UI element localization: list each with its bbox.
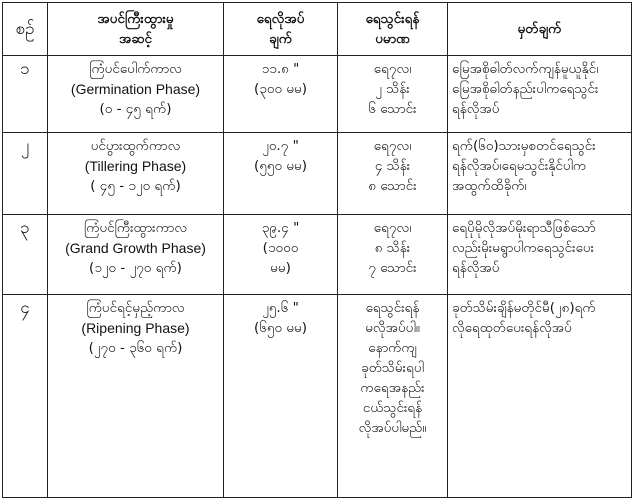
phase-cell: ကြံပင်ကြီးထွားကာလ (Grand Growth Phase) (၁၂၀ - ၂၇၀ ရက်) — [48, 215, 224, 295]
table-row — [3, 133, 632, 215]
irrigation-cell: ရေ၇လ၊ ၂ သိန်း ၆ သောင်း — [338, 56, 448, 133]
water-cell: ၂၅.၆ " (၆၅၀ မမ) — [224, 295, 338, 498]
irrigation-cell: ရေသွင်းရန် မလိုအပ်ပါ။ နောက်ကျ ခုတ်သိမ်းရပါ ကရေအနည်း ငယ်သွင်းရန် လိုအပ်ပါမည်။ — [338, 295, 448, 498]
document — [2, 2, 632, 498]
row-number: ၃ — [3, 215, 48, 295]
water-cell: ၁၁.၈ " (၃၀၀ မမ) — [224, 56, 338, 133]
header-irrigation-amount: ရေသွင်းရန် ပမာဏ — [338, 3, 448, 56]
row-number: ၁ — [3, 56, 48, 133]
table-row — [3, 215, 632, 295]
remarks-cell: ရက်(၆၀)သားမှစတင်ရေသွင်း ရန်လိုအပ်၊ရေမသွင်းနိုင်ပါက အထွက်ထိခိုက်၊ — [448, 133, 632, 215]
header-phase: အပင်ကြီးထွားမှု အဆင့် — [48, 3, 224, 56]
phase-cell: ပင်ပွားထွက်ကာလ (Tillering Phase) ( ၄၅ - ၁၂၀ ရက်) — [48, 133, 224, 215]
phase-cell: ကြံပင်ပေါက်ကာလ (Germination Phase) (၀ - ၄၅ ရက်) — [48, 56, 224, 133]
water-cell: ၃၉.၄ " (၁၀၀၀ မမ) — [224, 215, 338, 295]
remarks-cell: ရေပိုမိုလိုအပ်မိုးရာသီဖြစ်သော် လည်းမိုးမရွာပါကရေသွင်းပေး ရန်လိုအပ် — [448, 215, 632, 295]
irrigation-cell: ရေ၇လ၊ ၈ သိန်း ၇ သောင်း — [338, 215, 448, 295]
header-no: စဉ် — [3, 3, 48, 56]
row-number: ၂ — [3, 133, 48, 215]
table-row — [3, 56, 632, 133]
row-number: ၄ — [3, 295, 48, 498]
water-cell: ၂၀.၇ " (၅၅၀ မမ) — [224, 133, 338, 215]
remarks-cell: ခုတ်သိမ်းချိန်မတိုင်မီ(၂၈)ရက် လိုရေထုတ်ပေးရန်လိုအပ် — [448, 295, 632, 498]
sugarcane-water-table — [2, 2, 632, 498]
phase-cell: ကြံပင်ရင့်မှည့်ကာလ (Ripening Phase) (၂၇၀ - ၃၆၀ ရက်) — [48, 295, 224, 498]
remarks-cell: မြေအစိုဓါတ်လက်ကျန်မူယူနိုင်၊ မြေအစိုဓါတ်နည်းပါကရေသွင်း ရန်လိုအပ် — [448, 56, 632, 133]
header-remarks: မှတ်ချက် — [448, 3, 632, 56]
table-row — [3, 295, 632, 498]
header-row — [3, 3, 632, 56]
irrigation-cell: ရေ၇လ၊ ၄ သိန်း ၈ သောင်း — [338, 133, 448, 215]
header-water-requirement: ရေလိုအပ် ချက် — [224, 3, 338, 56]
